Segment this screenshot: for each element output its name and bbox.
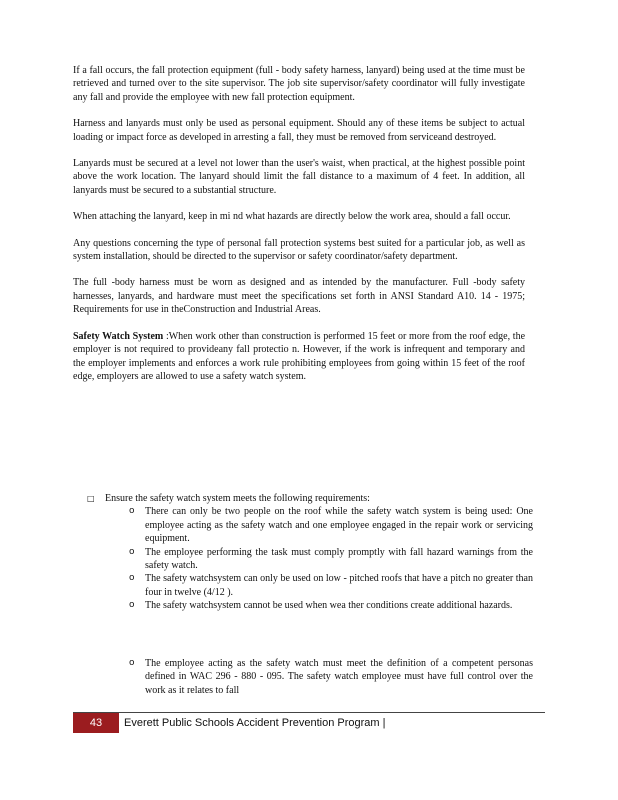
page-number-badge: 43 bbox=[73, 713, 119, 733]
requirements-list-continued bbox=[73, 657, 533, 697]
circle-bullet-icon: o bbox=[129, 546, 135, 557]
paragraph-fall-occurs: If a fall occurs, the fall protection equipment (full - body safety harness, lanyard) being used at the time must be retrieved and turned over to the site supervisor. The job site supervisor/safety coordinator will fully investigate any fall and provide the employee with new fall protection equipment. bbox=[73, 65, 525, 103]
safety-watch-heading: Safety Watch System bbox=[73, 330, 164, 342]
requirement-items bbox=[73, 505, 533, 612]
circle-bullet-icon: o bbox=[129, 600, 135, 611]
requirement-text: The safety watchsystem cannot be used when wea ther conditions create additional hazards. bbox=[145, 600, 513, 612]
ensure-item bbox=[73, 492, 533, 505]
checkbox-bullet-icon: □ bbox=[87, 494, 95, 503]
requirement-item bbox=[73, 657, 533, 697]
paragraph-attaching-lanyard: When attaching the lanyard, keep in mi nd what hazards are directly below the work area, should a fall occur. bbox=[73, 211, 511, 223]
paragraph-safety-watch bbox=[73, 330, 525, 384]
paragraph-questions: Any questions concerning the type of personal fall protection systems best suited for a particular job, as well as system installation, should be directed to the supervisor or safety coordinator/safety department. bbox=[73, 237, 525, 263]
footer-title: Everett Public Schools Accident Prevention Program | bbox=[124, 717, 386, 729]
requirement-text: There can only be two people on the roof while the safety watch system is being used: One employee acting as the safety watch and one employee engaged in the repair work or servicing equipment. bbox=[145, 506, 533, 545]
paragraph-harness-lanyards: Harness and lanyards must only be used as personal equipment. Should any of these items be subject to actual loading or impact force as developed in arresting a fall, they must be removed from serviceand destroyed. bbox=[73, 118, 525, 143]
requirement-text: The employee performing the task must comply promptly with fall hazard warnings from the safety watch. bbox=[145, 546, 533, 572]
requirement-item bbox=[73, 599, 533, 612]
requirement-item bbox=[73, 505, 533, 545]
circle-bullet-icon: o bbox=[129, 506, 135, 517]
requirements-list bbox=[73, 492, 533, 613]
circle-bullet-icon: o bbox=[129, 573, 135, 584]
safety-watch-body: :When work other than construction is performed 15 feet or more from the roof edge, the employer is not required to provideany fall protectio n. However, if the work is infrequent and temporary and the employer implements and enforces a work rule prohibiting employees from going within 15 feet of the roof edge, employers are allowed to use a safety watch system. bbox=[73, 330, 526, 382]
body-text bbox=[73, 64, 525, 383]
paragraph-lanyards-secured: Lanyards must be secured at a level not lower than the user's waist, when practical, at the highest possible point above the work location. The lanyard should limit the fall distance to a maximum of 4 feet. In addition, all lanyards must be secured to a substantial structure. bbox=[73, 158, 525, 196]
requirement-items-continued bbox=[73, 657, 533, 697]
requirement-item bbox=[73, 546, 533, 573]
requirement-text: The safety watchsystem can only be used on low - pitched roofs that have a pitch no greater than four in twelve (4/12 ). bbox=[145, 573, 533, 598]
ensure-text: Ensure the safety watch system meets the following requirements: bbox=[105, 493, 370, 504]
circle-bullet-icon: o bbox=[129, 658, 135, 668]
requirement-item bbox=[73, 572, 533, 599]
paragraph-full-body-harness: The full -body harness must be worn as designed and as intended by the manufacturer. Full -body safety harnesses, lanyards, and hardware must meet the specifications set forth in ANSI Standard A10. 14 - 1975; Requirements for use in theConstruction and Industrial Areas. bbox=[73, 277, 525, 316]
requirement-text: The employee acting as the safety watch must meet the definition of a competent personas defined in WAC 296 - 880 - 095. The safety watch employee must have full control over the work as it relates to fall bbox=[145, 658, 533, 696]
